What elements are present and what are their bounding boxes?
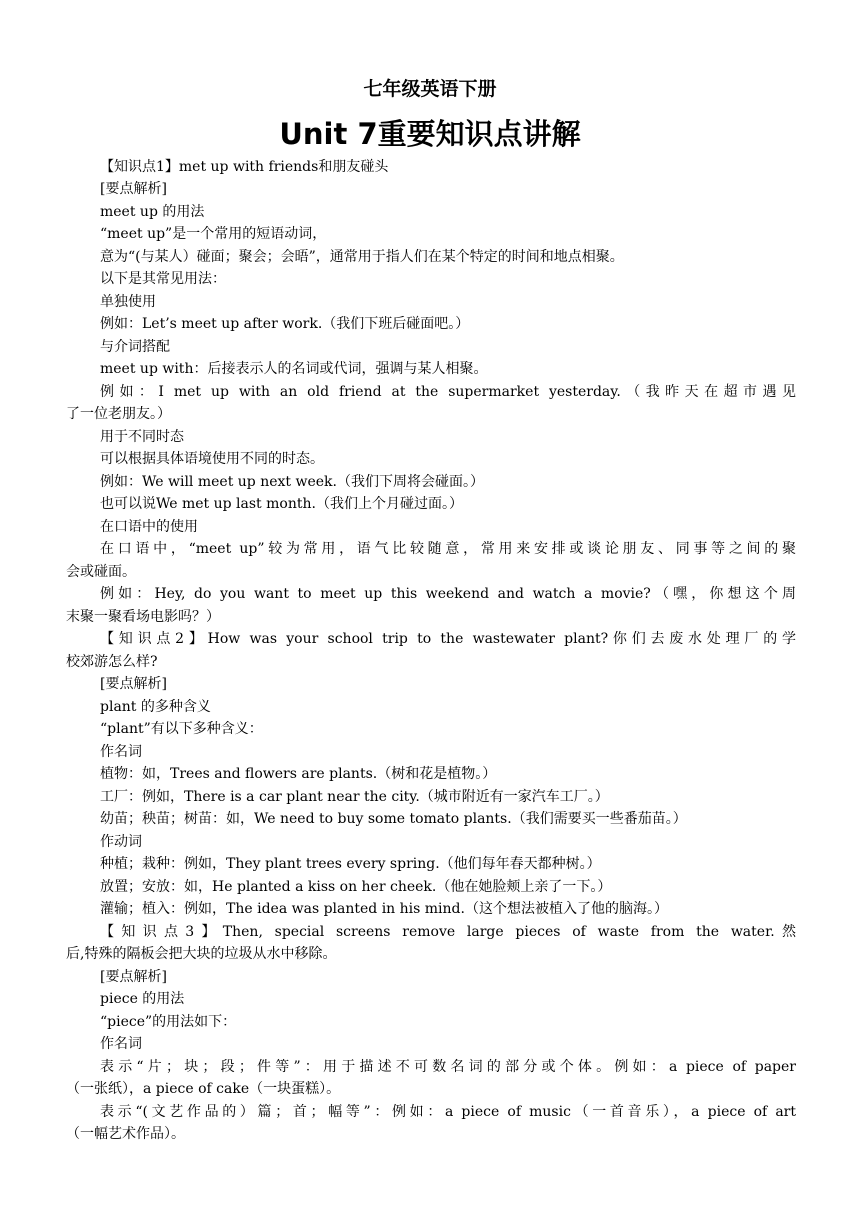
text-line: 作名词 [100,743,142,760]
text-line: 以下是其常见用法： [100,271,226,287]
text-line: [要点解析] [100,968,167,985]
text-line: 与介词搭配 [100,338,170,355]
text-line: “meet up”是一个常用的短语动词， [100,226,327,242]
text-line: “plant”有以下多种含义： [100,721,263,737]
text-line: 单独使用 [100,293,156,310]
text-line: “piece”的用法如下： [100,1013,237,1030]
text-line: 【知识点3】Then, special screens remove large pieces of waste from the water.然 [100,923,796,940]
text-line: 末聚一聚看场电影吗？） [66,608,220,625]
text-line: 校郊游怎么样? [66,653,158,670]
text-line: [要点解析] [100,181,167,197]
text-line: 幼苗；秧苗；树苗：如，We need to buy some tomato plants.（我们需要买一些番茄苗。） [100,811,687,827]
text-line: （一幅艺术作品）。 [66,1126,185,1142]
text-line: 例如：I met up with an old friend at the supermarket yesterday.（我昨天在超市遇见 [100,383,796,400]
text-line: plant 的多种含义 [100,698,211,715]
text-line: （一张纸），a piece of cake（一块蛋糕）。 [66,1081,341,1097]
text-line: 灌输；植入：例如，The idea was planted in his mind.（这个想法被植入了他的脑海。） [100,901,668,917]
document-body [66,156,796,1146]
text-line: 【知识点1】met up with friends和朋友碰头 [100,158,389,175]
text-line: piece 的用法 [100,991,185,1007]
text-line: 会或碰面。 [66,563,136,580]
text-line: [要点解析] [100,676,167,692]
document-title: 七年级英语下册 [363,78,497,100]
text-line: 种植；栽种：例如，They plant trees every spring.（他们每年春天都种树。） [100,856,601,872]
text-line: 例如：We will meet up next week.（我们下周将会碰面。） [100,473,484,490]
document-subtitle: Unit 7重要知识点讲解 [279,117,581,151]
text-line: 例如：Let’s meet up after work.（我们下班后碰面吧。） [100,316,470,332]
text-line: 【知识点2】How was your school trip to the wastewater plant?你们去废水处理厂的学 [100,631,796,647]
text-line: meet up 的用法 [100,203,205,220]
text-line: 意为“(与某人）碰面；聚会；会晤”，通常用于指人们在某个特定的时间和地点相聚。 [100,248,624,265]
text-line: 作名词 [100,1036,142,1052]
text-line: 表示“片；块；段；件等”：用于描述不可数名词的部分或个体。例如：a piece of paper [100,1058,796,1075]
text-line: 例如：Hey, do you want to meet up this weekend and watch a movie?（嘿，你想这个周 [100,586,796,602]
text-line: 可以根据具体语境使用不同的时态。 [100,451,324,467]
text-line: 工厂：例如，There is a car plant near the city.（城市附近有一家汽车工厂。） [100,788,609,805]
text-line: meet up with：后接表示人的名词或代词，强调与某人相聚。 [100,361,488,377]
text-line: 了一位老朋友。） [66,406,171,422]
text-line: 在口语中，“meet up”较为常用，语气比较随意，常用来安排或谈论朋友、同事等之间的聚 [100,541,796,557]
text-line: 植物：如，Trees and flowers are plants.（树和花是植物。） [100,766,497,782]
text-line: 在口语中的使用 [100,518,198,535]
text-line: 后,特殊的隔板会把大块的垃圾从水中移除。 [66,946,337,962]
text-line: 表示“(文艺作品的）篇；首；幅等”：例如：a piece of music（一首音乐），a piece of art [100,1103,796,1120]
text-line: 也可以说We met up last month.（我们上个月碰过面。） [100,496,463,512]
text-line: 作动词 [100,833,142,850]
text-line: 放置；安放：如，He planted a kiss on her cheek.（他在她脸颊上亲了一下。） [100,878,612,895]
text-line: 用于不同时态 [100,428,184,445]
